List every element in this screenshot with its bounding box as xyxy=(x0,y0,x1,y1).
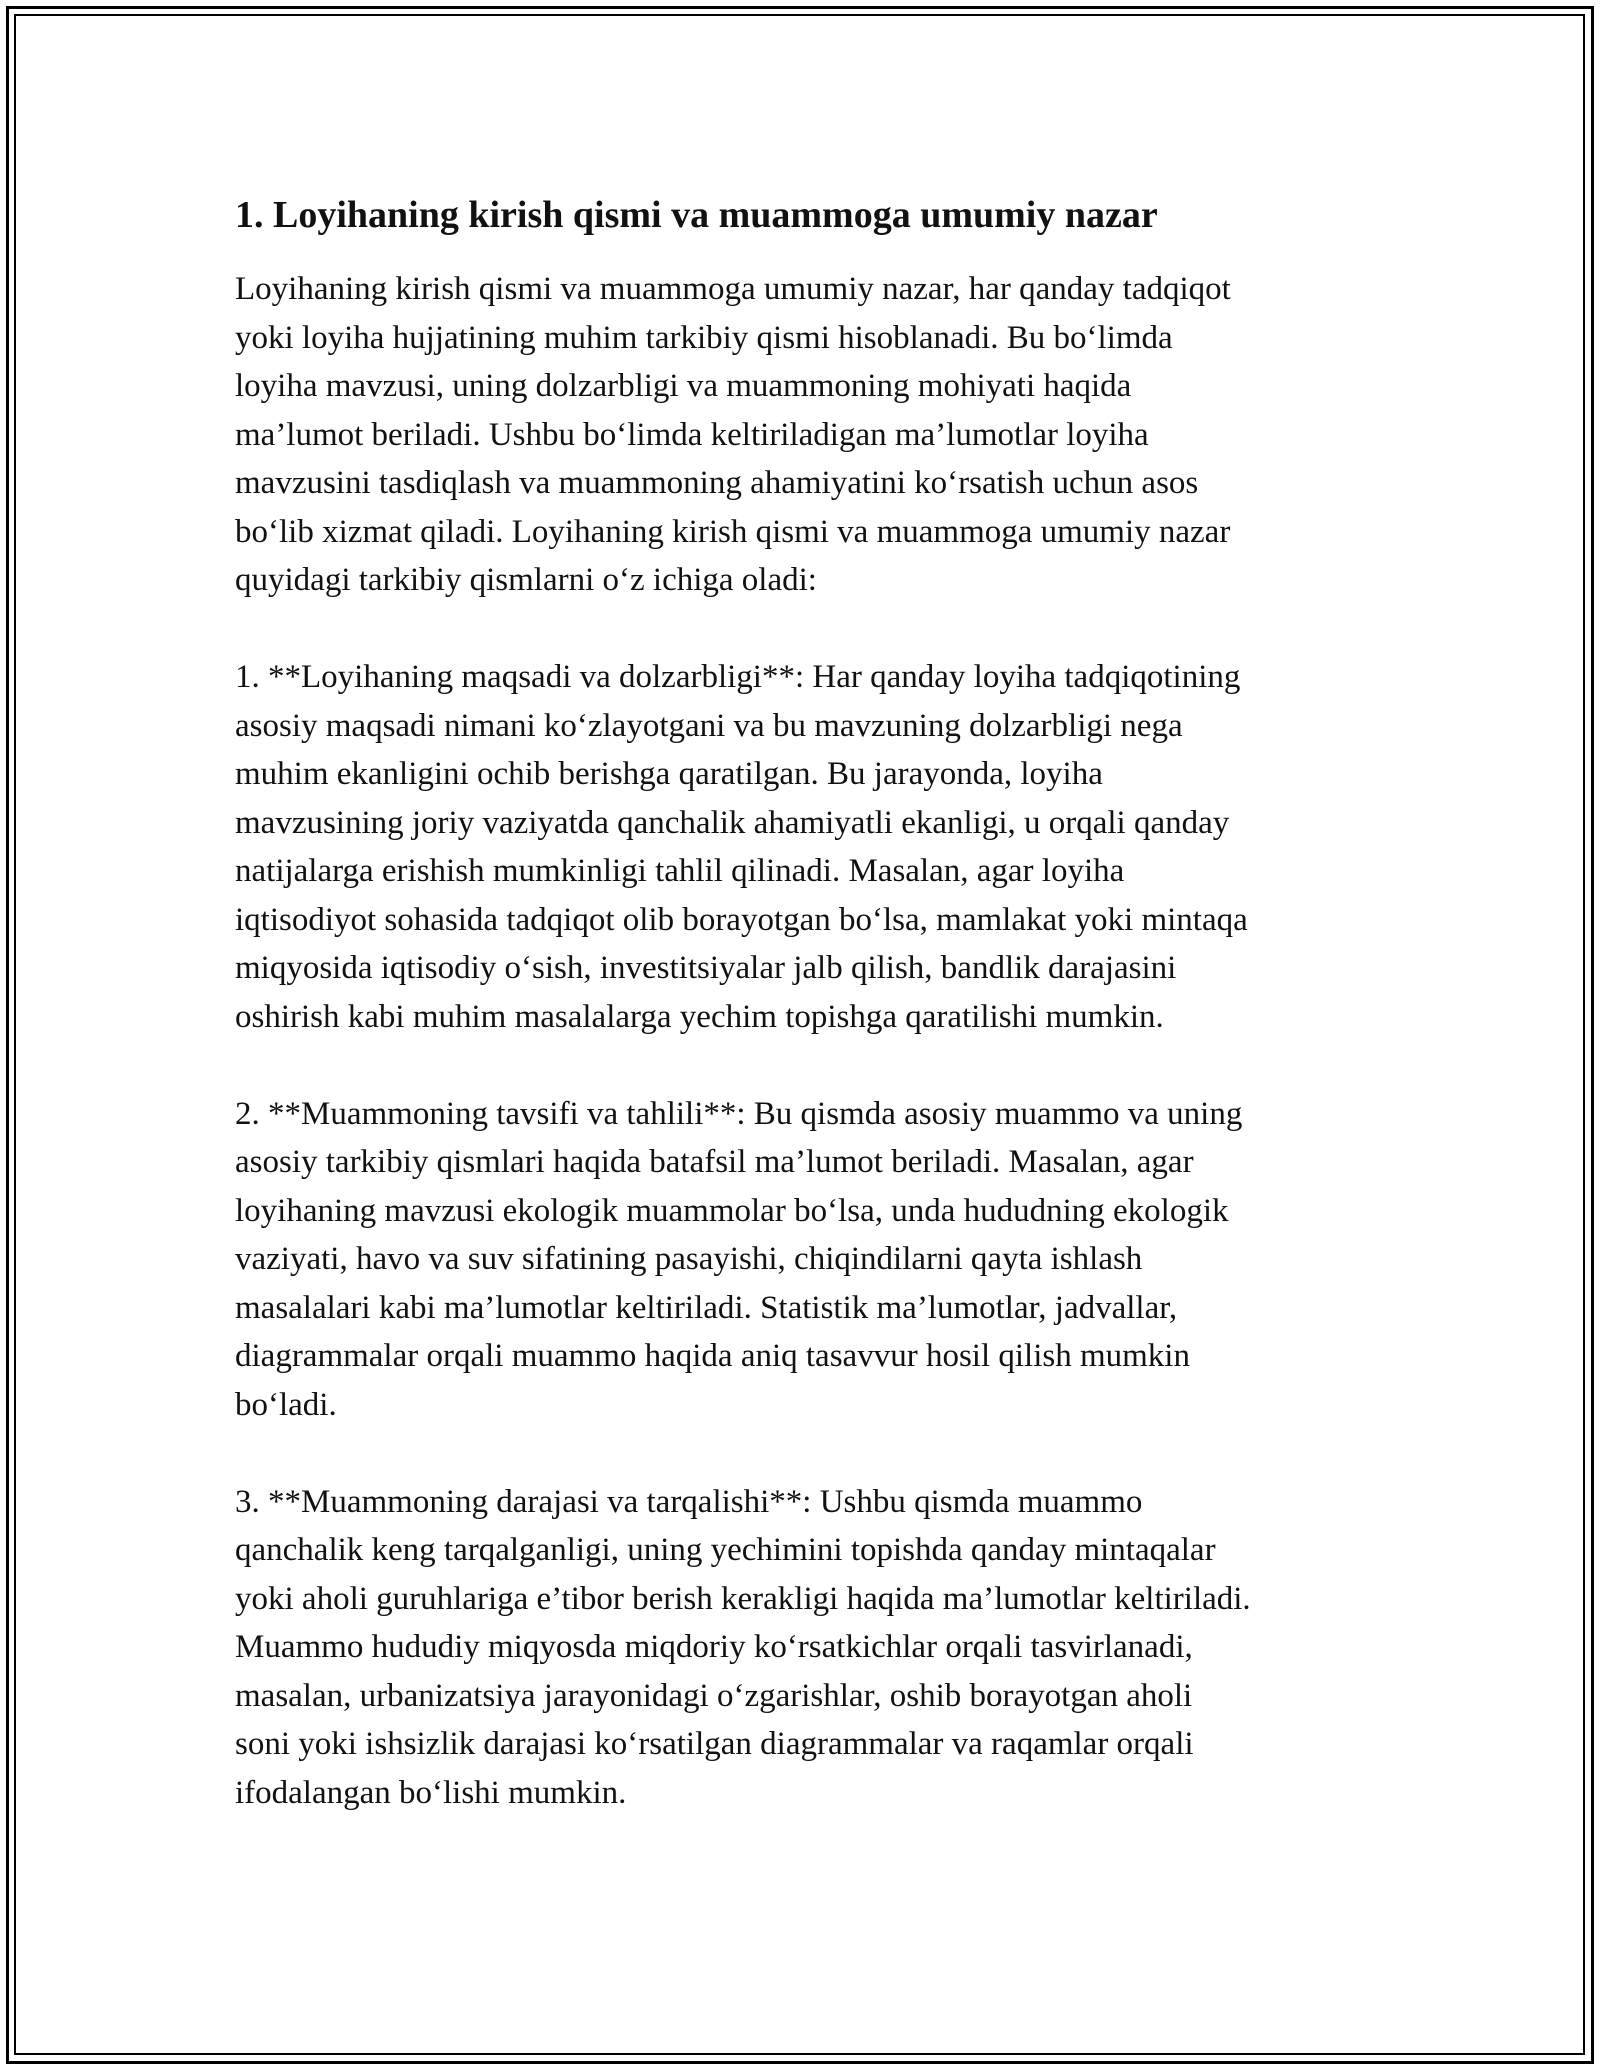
section-heading: 1. Loyihaning kirish qismi va muammoga umumiy nazar xyxy=(235,194,1158,236)
list-item-extent: 3. **Muammoning darajasi va tarqalishi**: Ushbu qismda muammo qanchalik keng tarqalganligi, uning yechimini topishda qanday mintaqalar yoki aholi guruhlariga e’tibor berish kerakligi haqida ma’lumotlar keltiriladi. Muammo hududiy miqyosda miqdoriy ko‘rsatkichlar orqali tasvirlanadi, masalan, urbanizatsiya jarayonidagi o‘zgarishlar, oshib borayotgan aholi soni yoki ishsizlik darajasi ko‘rsatilgan diagrammalar va raqamlar orqali ifodalangan bo‘lishi mumkin. xyxy=(235,1483,1251,1811)
document-page xyxy=(235,185,1390,1817)
intro-paragraph: Loyihaning kirish qismi va muammoga umumiy nazar, har qanday tadqiqot yoki loyiha hujjatining muhim tarkibiy qismi hisoblanadi. Bu bo‘limda loyiha mavzusi, uning dolzarbligi va muammoning mohiyati haqida ma’lumot beriladi. Ushbu bo‘limda keltiriladigan ma’lumotlar loyiha mavzusini tasdiqlash va muammoning ahamiyatini ko‘rsatish uchun asos bo‘lib xizmat qiladi. Loyihaning kirish qismi va muammoga umumiy nazar quyidagi tarkibiy qismlarni o‘z ichiga oladi: xyxy=(235,271,1231,598)
list-item-description: 2. **Muammoning tavsifi va tahlili**: Bu qismda asosiy muammo va uning asosiy tarkibiy qismlari haqida batafsil ma’lumot beriladi. Masalan, agar loyihaning mavzusi ekologik muammolar bo‘lsa, unda hududning ekologik vaziyati, havo va suv sifatining pasayishi, chiqindilarni qayta ishlash masalalari kabi ma’lumotlar keltiriladi. Statistik ma’lumotlar, jadvallar, diagrammalar orqali muammo haqida aniq tasavvur hosil qilish mumkin bo‘ladi. xyxy=(235,1095,1243,1423)
list-item-purpose: 1. **Loyihaning maqsadi va dolzarbligi**: Har qanday loyiha tadqiqotining asosiy maqsadi nimani ko‘zlayotgani va bu mavzuning dolzarbligi nega muhim ekanligini ochib berishga qaratilgan. Bu jarayonda, loyiha mavzusining joriy vaziyatda qanchalik ahamiyatli ekanligi, u orqali qanday natijalarga erishish mumkinligi tahlil qilinadi. Masalan, agar loyiha iqtisodiyot sohasida tadqiqot olib borayotgan bo‘lsa, mamlakat yoki mintaqa miqyosida iqtisodiy o‘sish, investitsiyalar jalb qilish, bandlik darajasini oshirish kabi muhim masalalarga yechim topishga qaratilishi mumkin. xyxy=(235,659,1248,1035)
